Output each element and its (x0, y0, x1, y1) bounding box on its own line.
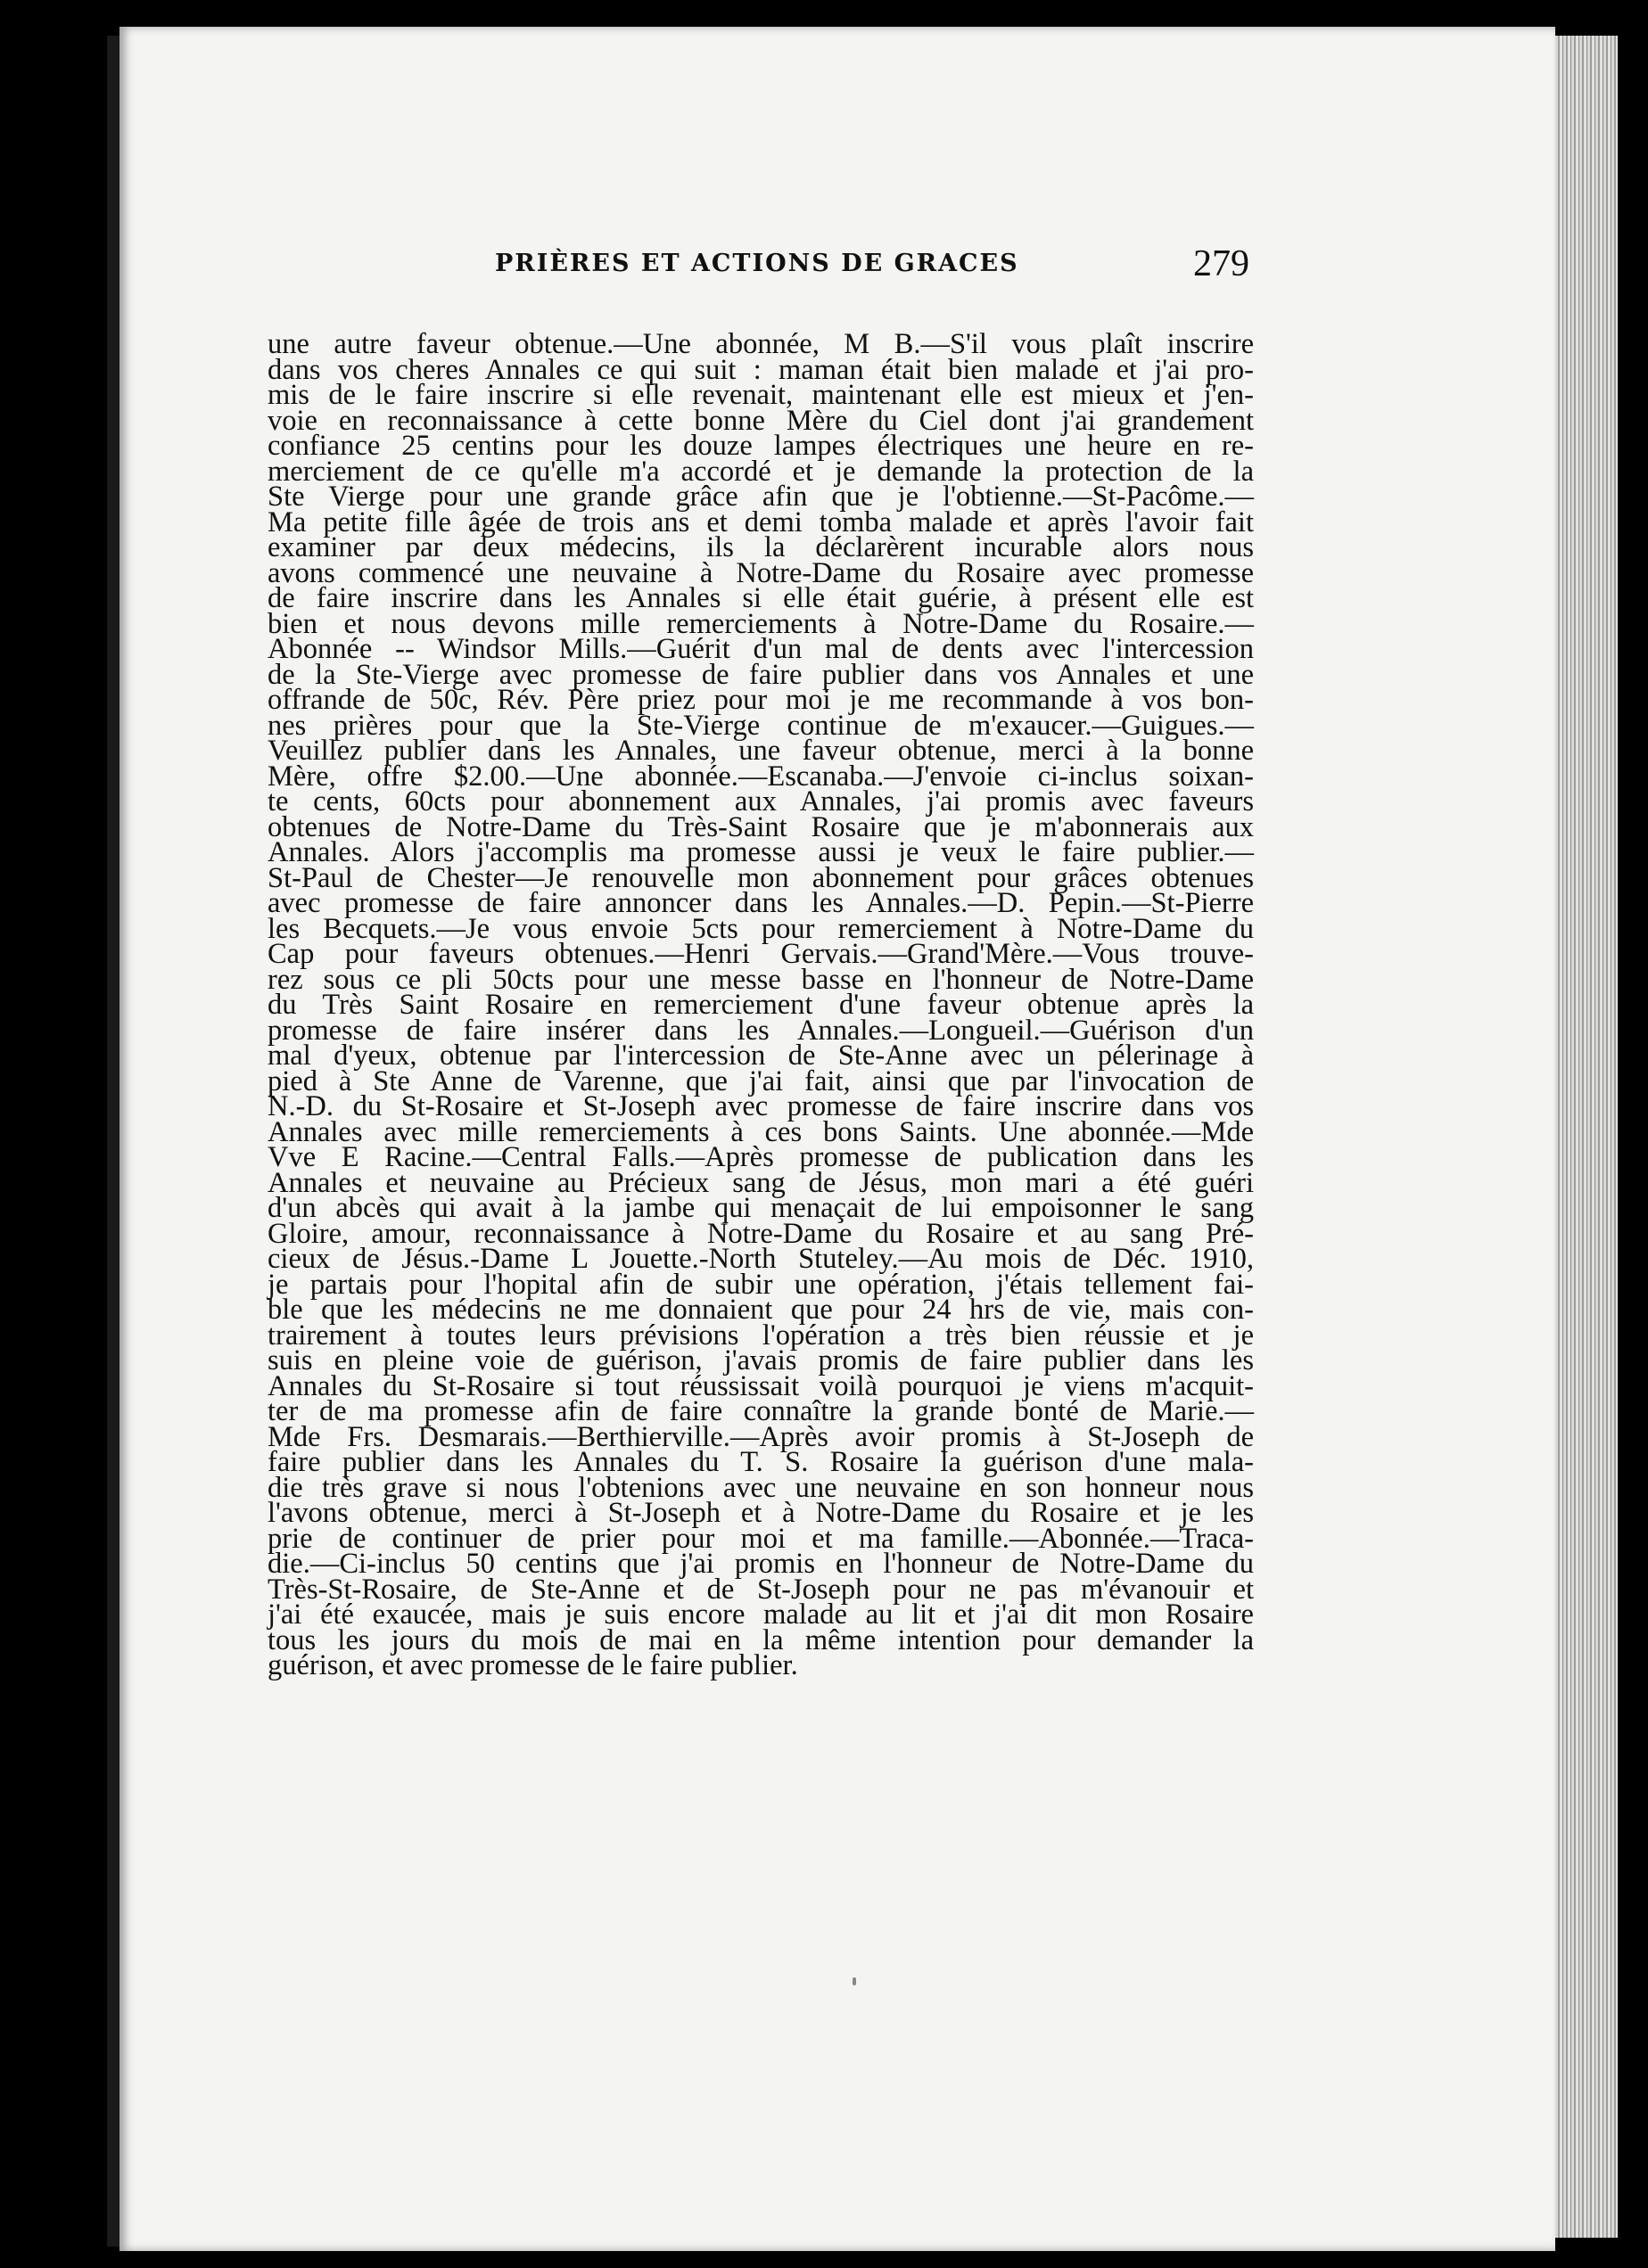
text-line: die très grave si nous l'obtenions avec une neuvaine en son honneur nous (268, 1471, 1254, 1504)
text-line: die.—Ci-inclus 50 centins que j'ai promis en l'honneur de Notre-Dame du (268, 1548, 1254, 1580)
page-number: 279 (1193, 243, 1249, 284)
text-line: tous les jours du mois de mai en la même intention pour demander la (268, 1623, 1254, 1656)
text-line: mis de le faire inscrire si elle revenait, maintenant elle est mieux et j'en- (268, 379, 1254, 411)
text-line: de faire inscrire dans les Annales si elle était guérie, à présent elle est (268, 582, 1254, 614)
text-line: nes prières pour que la Ste-Vierge continue de m'exaucer.—Guigues.— (268, 709, 1254, 742)
text-line: mal d'yeux, obtenue par l'intercession de Ste-Anne avec un pélerinage à (268, 1040, 1254, 1072)
text-line: offrande de 50c, Rév. Père priez pour moi je me recommande à vos bon- (268, 684, 1254, 716)
text-line: avons commencé une neuvaine à Notre-Dame du Rosaire avec promesse (268, 556, 1254, 589)
text-line: St-Paul de Chester—Je renouvelle mon abonnement pour grâces obtenues (268, 861, 1254, 894)
text-line: prie de continuer de prier pour moi et ma famille.—Abonnée.—Traca- (268, 1522, 1254, 1555)
book-gutter (107, 36, 119, 2247)
text-line: Gloire, amour, reconnaissance à Notre-Dame du Rosaire et au sang Pré- (268, 1217, 1254, 1250)
text-line: Veuillez publier dans les Annales, une faveur obtenue, merci à la bonne (268, 735, 1254, 767)
text-line: je partais pour l'hopital afin de subir une opération, j'étais tellement fai- (268, 1268, 1254, 1301)
text-line: Annales avec mille remerciements à ces bons Saints. Une abonnée.—Mde (268, 1115, 1254, 1148)
text-line: Cap pour faveurs obtenues.—Henri Gervais.—Grand'Mère.—Vous trouve- (268, 938, 1254, 970)
text-line: Annales et neuvaine au Précieux sang de Jésus, mon mari a été guéri (268, 1166, 1254, 1199)
text-line: Annales. Alors j'accomplis ma promesse aussi je veux le faire publier.— (268, 836, 1254, 868)
text-line: pied à Ste Anne de Varenne, que j'ai fait, ainsi que par l'invocation de (268, 1064, 1254, 1097)
text-line: Mde Frs. Desmarais.—Berthierville.—Après avoir promis à St-Joseph de (268, 1420, 1254, 1453)
scan-speck (853, 1977, 856, 1985)
text-line: faire publier dans les Annales du T. S. Rosaire la guérison d'une mala- (268, 1446, 1254, 1478)
text-line: Abonnée -- Windsor Mills.—Guérit d'un mal de dents avec l'intercession (268, 633, 1254, 665)
text-line: confiance 25 centins pour les douze lampes électriques une heure en re- (268, 430, 1254, 462)
text-line: Annales du St-Rosaire si tout réussissait voilà pourquoi je viens m'acquit- (268, 1369, 1254, 1402)
text-line: Très-St-Rosaire, de Ste-Anne et de St-Joseph pour ne pas m'évanouir et (268, 1573, 1254, 1606)
text-line: merciement de ce qu'elle m'a accordé et je demande la protection de la (268, 455, 1254, 488)
text-line: ter de ma promesse afin de faire connaître la grande bonté de Marie.— (268, 1395, 1254, 1427)
text-line: cieux de Jésus.-Dame L Jouette.-North Stuteley.—Au mois de Déc. 1910, (268, 1243, 1254, 1275)
text-line: bien et nous devons mille remerciements à Notre-Dame du Rosaire.— (268, 607, 1254, 640)
page-edges (1555, 36, 1618, 2238)
text-line: Vve E Racine.—Central Falls.—Après promesse de publication dans les (268, 1141, 1254, 1173)
running-head: PRIÈRES ET ACTIONS DE GRACES (495, 250, 1019, 277)
text-line: de la Ste-Vierge avec promesse de faire publier dans vos Annales et une (268, 658, 1254, 691)
text-line: te cents, 60cts pour abonnement aux Annales, j'ai promis avec faveurs (268, 785, 1254, 818)
text-line: j'ai été exaucée, mais je suis encore malade au lit et j'ai dit mon Rosaire (268, 1598, 1254, 1631)
text-line: dans vos cheres Annales ce qui suit : maman était bien malade et j'ai pro- (268, 353, 1254, 386)
text-line: promesse de faire insérer dans les Annales.—Longueil.—Guérison d'un (268, 1014, 1254, 1047)
text-line: rez sous ce pli 50cts pour une messe basse en l'honneur de Notre-Dame (268, 963, 1254, 996)
text-line: voie en reconnaissance à cette bonne Mère du Ciel dont j'ai grandement (268, 404, 1254, 437)
scan-border-left (0, 0, 107, 2268)
text-line: N.-D. du St-Rosaire et St-Joseph avec promesse de faire inscrire dans vos (268, 1090, 1254, 1122)
body-text (268, 328, 1254, 1681)
text-line: avec promesse de faire annoncer dans les Annales.—D. Pepin.—St-Pierre (268, 887, 1254, 919)
text-line: Mère, offre $2.00.—Une abonnée.—Escanaba.—J'envoie ci-inclus soixan- (268, 760, 1254, 793)
text-line: Ma petite fille âgée de trois ans et demi tomba malade et après l'avoir fait (268, 505, 1254, 538)
text-line: suis en pleine voie de guérison, j'avais promis de faire publier dans les (268, 1344, 1254, 1376)
text-line: d'un abcès qui avait à la jambe qui menaçait de lui empoisonner le sang (268, 1192, 1254, 1224)
text-line: obtenues de Notre-Dame du Très-Saint Rosaire que je m'abonnerais aux (268, 810, 1254, 843)
text-line: une autre faveur obtenue.—Une abonnée, M B.—S'il vous plaît inscrire (268, 328, 1254, 360)
text-line: examiner par deux médecins, ils la déclarèrent incurable alors nous (268, 531, 1254, 563)
text-line: les Becquets.—Je vous envoie 5cts pour remerciement à Notre-Dame du (268, 912, 1254, 945)
text-line: Ste Vierge pour une grande grâce afin que je l'obtienne.—St-Pacôme.— (268, 481, 1254, 513)
text-line: trairement à toutes leurs prévisions l'opération a très bien réussie et je (268, 1319, 1254, 1352)
text-line: l'avons obtenue, merci à St-Joseph et à Notre-Dame du Rosaire et je les (268, 1497, 1254, 1529)
text-line: du Très Saint Rosaire en remerciement d'une faveur obtenue après la (268, 989, 1254, 1021)
text-line: ble que les médecins ne me donnaient que pour 24 hrs de vie, mais con- (268, 1294, 1254, 1326)
text-line: guérison, et avec promesse de le faire publier. (268, 1649, 798, 1681)
